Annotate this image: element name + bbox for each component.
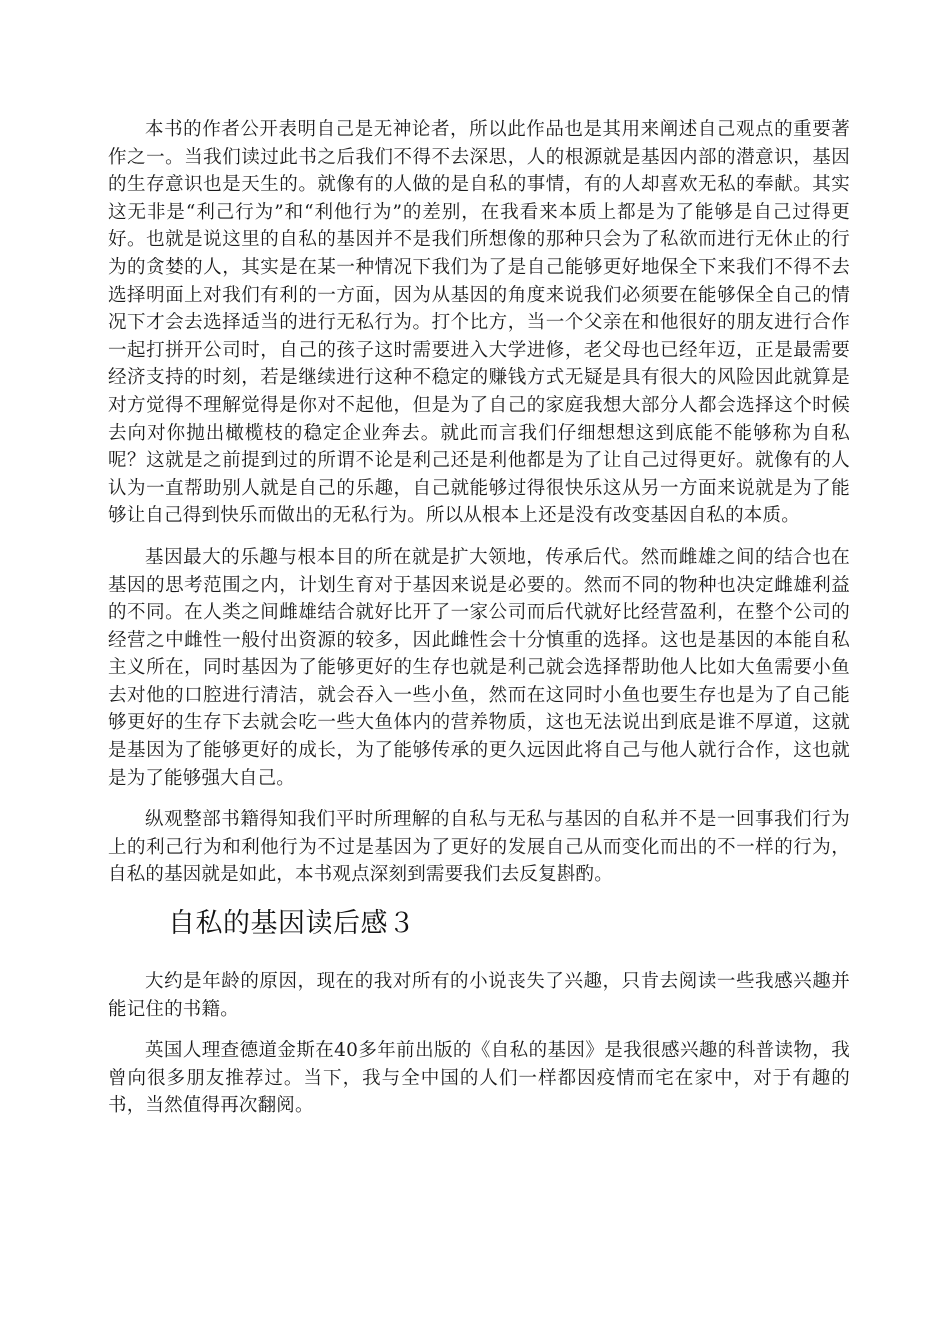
section-heading: 自私的基因读后感３	[168, 908, 416, 940]
body-paragraph: 纵观整部书籍得知我们平时所理解的自私与无私与基因的自私并不是一回事我们行为上的利己行为和利他行为不过是基因为了更好的发展自己从而变化而出的不一样的行为，自私的基因就是如此，本书观点深刻到需要我们去反复斟酌。	[108, 809, 850, 886]
body-paragraph: 本书的作者公开表明自己是无神论者，所以此作品也是其用来阐述自己观点的重要著作之一。当我们读过此书之后我们不得不去深思，人的根源就是基因内部的潜意识，基因的生存意识也是天生的。就像有的人做的是自私的事情，有的人却喜欢无私的奉献。其实这无非是“利己行为”和“利他行为”的差别，在我看来本质上都是为了能够是自己过得更好。也就是说这里的自私的基因并不是我们所想像的那种只会为了私欲而进行无休止的行为的贪婪的人，其实是在某一种情况下我们为了是自己能够更好地保全下来我们不得不去选择明面上对我们有利的一方面，因为从基因的角度来说我们必须要在能够保全自己的情况下才会去选择适当的进行无私行为。打个比方，当一个父亲在和他很好的朋友进行合作一起打拼开公司时，自己的孩子这时需要进入大学进修，老父母也已经年迈，正是最需要经济支持的时刻，若是继续进行这种不稳定的赚钱方式无疑是具有很大的风险因此就算是对方觉得不理解觉得是你对不起他，但是为了自己的家庭我想大部分人都会选择这个时候去向对你抛出橄榄枝的稳定企业奔去。就此而言我们仔细想想这到底能不能够称为自私呢？这就是之前提到过的所谓不论是利己还是利他都是为了让自己过得更好。就像有的人认为一直帮助别人就是自己的乐趣，自己就能够过得很快乐这从另一方面来说就是为了能够让自己得到快乐而做出的无私行为。所以从根本上还是没有改变基因自私的本质。	[108, 119, 850, 527]
body-paragraph: 大约是年龄的原因，现在的我对所有的小说丧失了兴趣，只肯去阅读一些我感兴趣并能记住的书籍。	[108, 971, 850, 1020]
body-paragraph: 英国人理查德道金斯在40多年前出版的《自私的基因》是我很感兴趣的科普读物，我曾向很多朋友推荐过。当下，我与全中国的人们一样都因疫情而宅在家中，对于有趣的书，当然值得再次翻阅。	[108, 1040, 850, 1117]
body-paragraph: 基因最大的乐趣与根本目的所在就是扩大领地，传承后代。然而雌雄之间的结合也在基因的思考范围之内，计划生育对于基因来说是必要的。然而不同的物种也决定雌雄利益的不同。在人类之间雌雄结合就好比开了一家公司而后代就好比经营盈利，在整个公司的经营之中雌性一般付出资源的较多，因此雌性会十分慎重的选择。这也是基因的本能自私主义所在，同时基因为了能够更好的生存也就是利己就会选择帮助他人比如大鱼需要小鱼去对他的口腔进行清洁，就会吞入一些小鱼，然而在这同时小鱼也要生存也是为了自己能够更好的生存下去就会吃一些大鱼体内的营养物质，这也无法说出到底是谁不厚道，这就是基因为了能够更好的成长，为了能够传承的更久远因此将自己与他人就行合作，这也就是为了能够强大自己。	[108, 546, 850, 789]
document-page	[108, 116, 850, 1134]
